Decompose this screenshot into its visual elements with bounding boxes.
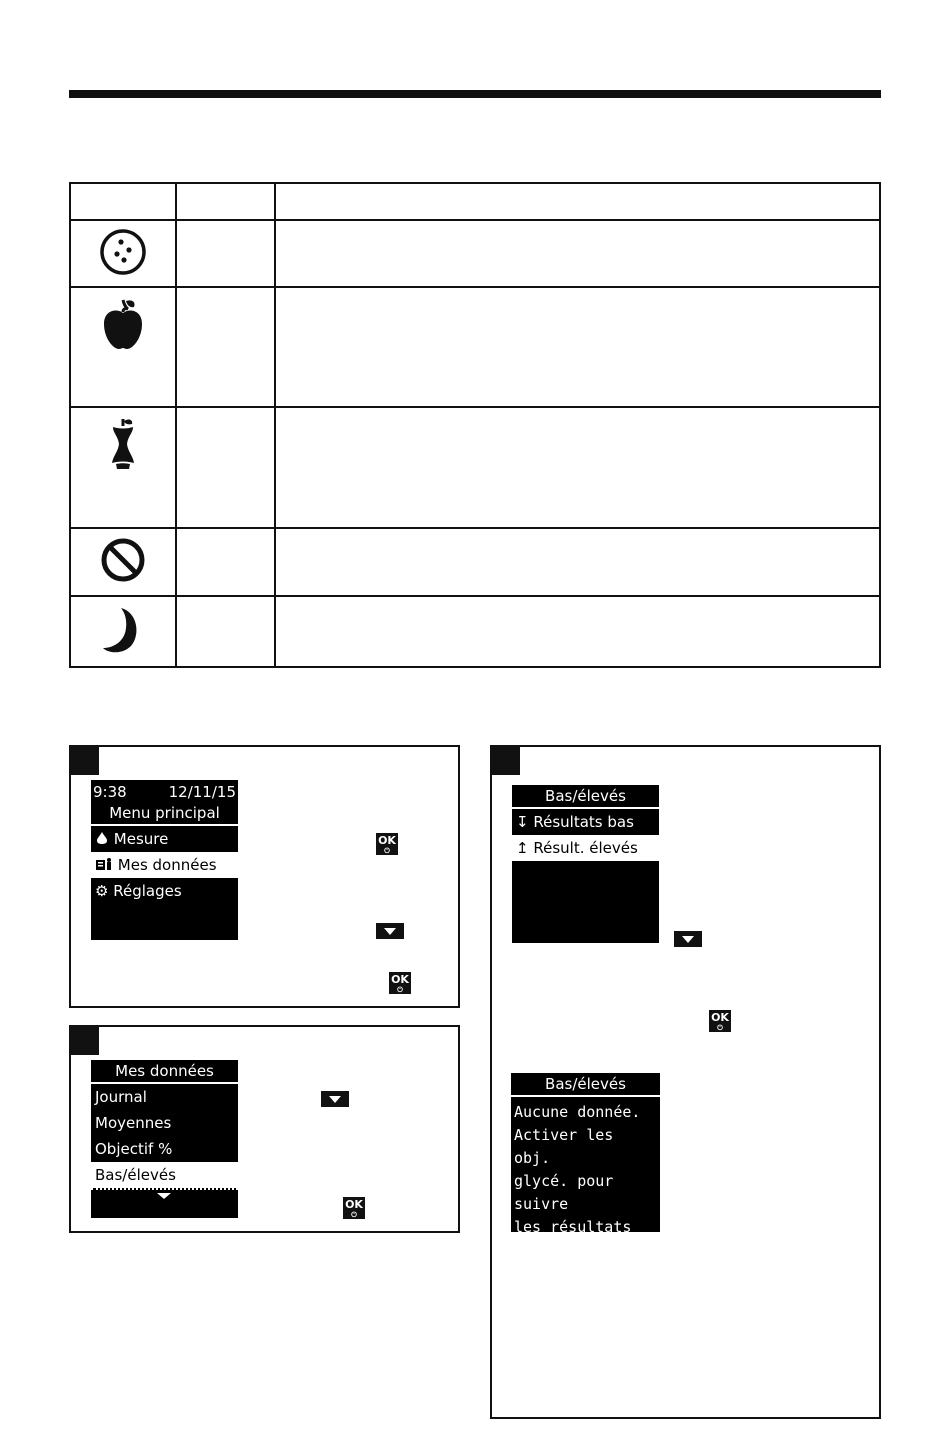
meter-screen-mes-donnees xyxy=(91,1060,238,1218)
drop-icon xyxy=(95,831,109,845)
arrow-up-from-line-icon: ↥ xyxy=(516,839,529,857)
table-row xyxy=(70,287,880,407)
meal-marker-table xyxy=(69,182,881,668)
table-row xyxy=(70,528,880,596)
gear-icon: ⚙ xyxy=(95,882,109,900)
step-panel-1 xyxy=(69,745,460,1008)
table-row xyxy=(70,596,880,667)
meter-screen-no-data xyxy=(511,1073,660,1259)
ok-button-icon: OK ⏻ xyxy=(709,1010,731,1032)
screen-title: Bas/élevés xyxy=(511,1073,660,1097)
menu-item-moyennes: Moyennes xyxy=(95,1114,172,1132)
menu-item-mesure: Mesure xyxy=(91,826,238,852)
no-symbol-icon xyxy=(99,536,147,584)
table-row xyxy=(70,220,880,287)
meter-screen-main-menu xyxy=(91,780,238,940)
ok-button-icon: OK ⏻ xyxy=(389,972,411,994)
ok-button-icon: OK ⏻ xyxy=(343,1197,365,1219)
menu-item-journal: Journal xyxy=(95,1088,147,1106)
menu-item-reglages: ⚙ Réglages xyxy=(95,882,182,900)
top-rule xyxy=(69,90,881,98)
menu-item-mes-donnees: Mes données xyxy=(91,852,238,878)
scroll-down-indicator xyxy=(91,1188,238,1206)
screen-title: Bas/élevés xyxy=(512,785,659,809)
my-data-icon xyxy=(95,857,113,871)
screen-title: Mes données xyxy=(91,1060,238,1084)
screen-date: 12/11/15 xyxy=(168,783,236,801)
no-data-message: Aucune donnée. Activer les obj. glycé. pour suivre les résultats bas/élevés. xyxy=(514,1103,641,1259)
menu-item-objectif: Objectif % xyxy=(95,1140,173,1158)
step-number-box xyxy=(71,747,99,775)
step-number-box xyxy=(492,747,520,775)
menu-item-resultats-eleves: ↥ Résult. élevés xyxy=(512,835,659,861)
step-panel-2 xyxy=(69,1025,460,1233)
down-arrow-button-icon xyxy=(674,931,702,947)
fasting-icon xyxy=(98,227,148,277)
step-number-box xyxy=(71,1027,99,1055)
arrow-down-to-line-icon: ↧ xyxy=(516,813,529,831)
meter-screen-bas-eleves xyxy=(512,785,659,943)
down-arrow-button-icon xyxy=(376,923,404,939)
screen-title: Menu principal xyxy=(91,802,238,826)
down-arrow-button-icon xyxy=(321,1091,349,1107)
apple-core-icon xyxy=(103,416,143,472)
ok-button-icon: OK ⏻ xyxy=(376,833,398,855)
apple-icon xyxy=(98,296,148,352)
menu-item-bas-eleves: Bas/élevés xyxy=(91,1162,238,1188)
step-panel-3 xyxy=(490,745,881,1419)
table-header-row xyxy=(70,183,880,220)
table-row xyxy=(70,407,880,528)
chevron-down-icon xyxy=(157,1193,171,1199)
moon-icon xyxy=(99,604,147,656)
menu-item-resultats-bas: ↧ Résultats bas xyxy=(516,813,634,831)
screen-time: 9:38 xyxy=(93,783,127,801)
